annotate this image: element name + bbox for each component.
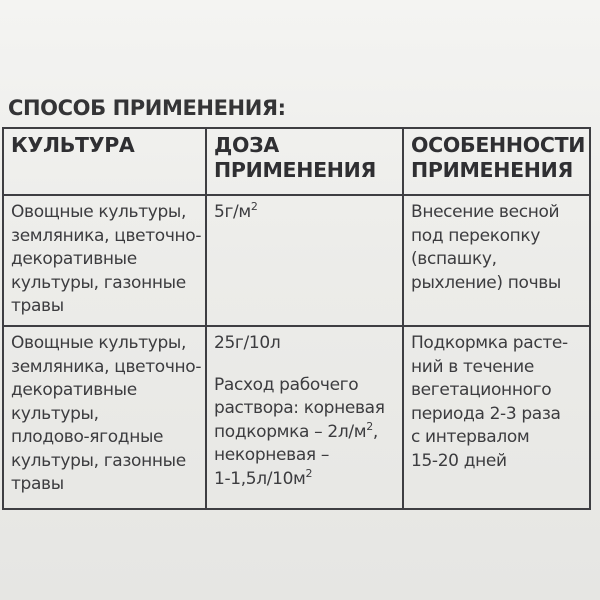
features-cell — [403, 195, 590, 326]
column-header-dose — [206, 128, 403, 195]
consumption-root-text: подкормка – 2л/м — [214, 421, 367, 442]
dose-value: 25г/10л — [214, 333, 281, 353]
dose-cell — [206, 195, 403, 326]
column-header-crop — [3, 128, 206, 195]
crop-line: декоративные — [11, 380, 137, 400]
features-line: под перекопку — [411, 225, 541, 246]
column-header-dose-line2: ПРИМЕНЕНИЯ — [214, 158, 377, 182]
crop-line: травы — [11, 474, 64, 494]
unit-power: 2 — [366, 419, 373, 433]
crop-cell — [3, 195, 206, 326]
usage-table — [2, 127, 591, 510]
dose-value — [214, 201, 396, 225]
unit-power: 2 — [305, 466, 313, 480]
column-header-crop-label: КУЛЬТУРА — [11, 133, 135, 157]
features-line: Внесение весной — [411, 202, 560, 222]
features-line: периода 2-3 раза — [411, 403, 561, 424]
dose-cell — [206, 326, 403, 509]
crop-line: земляника, цветочно- — [11, 356, 202, 377]
crop-line: травы — [11, 296, 64, 316]
table-row — [3, 195, 590, 326]
features-line: рыхление) почвы — [411, 272, 562, 293]
section-heading: СПОСОБ ПРИМЕНЕНИЯ: — [8, 96, 286, 120]
features-line: (вспашку, — [411, 249, 497, 269]
consumption-line — [214, 468, 396, 492]
unit-power: 2 — [250, 200, 258, 213]
column-header-features — [403, 128, 590, 195]
features-line: с интервалом — [411, 427, 530, 447]
table-row — [3, 326, 590, 509]
table-header-row — [3, 128, 590, 195]
column-header-features-line2: ПРИМЕНЕНИЯ — [411, 158, 574, 182]
crop-line: плодово-ягодные — [11, 427, 164, 447]
crop-line: Овощные культуры, — [11, 202, 187, 222]
consumption-line: раствора: корневая — [214, 398, 385, 418]
crop-line: культуры, газонные — [11, 272, 186, 293]
column-header-features-line1: ОСОБЕННОСТИ — [411, 133, 586, 157]
crop-line: культуры, газонные — [11, 450, 186, 471]
crop-line: Овощные культуры, — [11, 333, 187, 353]
dose-amount: 5г/м — [214, 202, 251, 222]
consumption-line: Расход рабочего — [214, 374, 359, 395]
consumption-line: некорневая – — [214, 445, 329, 465]
consumption-comma: , — [372, 421, 378, 442]
features-line: ний в течение — [411, 356, 534, 377]
features-line: Подкормка расте- — [411, 333, 568, 353]
features-line: 15-20 дней — [411, 450, 507, 471]
consumption-foliar-text: 1-1,5л/10м — [214, 468, 306, 489]
crop-cell — [3, 326, 206, 509]
crop-line: культуры, — [11, 403, 99, 424]
features-line: вегетационного — [411, 380, 552, 400]
crop-line: декоративные — [11, 249, 137, 269]
crop-line: земляника, цветочно- — [11, 225, 202, 246]
consumption-line — [214, 421, 396, 445]
column-header-dose-line1: ДОЗА — [214, 133, 279, 157]
features-cell — [403, 326, 590, 509]
